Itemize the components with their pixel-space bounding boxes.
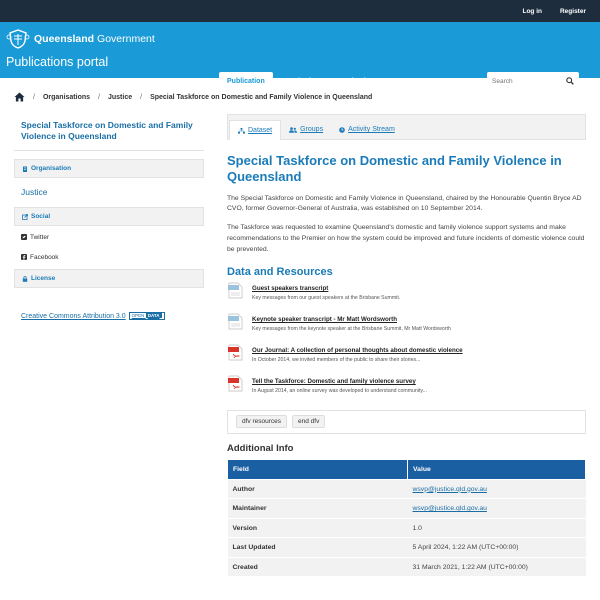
resource-link[interactable]: Guest speakers transcript (252, 284, 329, 292)
resource-text (252, 347, 463, 371)
row-field: Author (228, 479, 408, 499)
social-heading (14, 207, 204, 226)
row-value: 1.0 (408, 518, 586, 538)
tab-groups[interactable] (281, 120, 331, 139)
share-icon (22, 214, 28, 220)
breadcrumb (14, 92, 372, 102)
facebook-label: Facebook (30, 253, 59, 261)
resource-list (227, 285, 586, 402)
nav-organisations[interactable]: Organisations (330, 78, 379, 85)
resource-item (227, 347, 586, 371)
breadcrumb-separator: / (98, 93, 100, 101)
tab-groups-label: Groups (300, 126, 324, 133)
nav-publication[interactable]: Publication (219, 72, 273, 91)
breadcrumb-justice[interactable]: Justice (107, 93, 133, 101)
organisation-heading (14, 159, 204, 178)
register-link[interactable]: Register (559, 7, 586, 15)
site-header (0, 22, 600, 85)
main-nav-items (219, 72, 473, 91)
resource-text (252, 378, 427, 402)
resource-link[interactable]: Our Journal: A collection of personal thoughts about domestic violence (252, 346, 463, 354)
maintainer-email-link[interactable]: wsvp@justice.qld.gov.au (408, 499, 586, 519)
twitter-label: Twitter (30, 233, 50, 241)
search-box (487, 72, 579, 90)
organisation-name[interactable]: Justice (21, 187, 48, 198)
license-heading-label: License (31, 275, 56, 283)
twitter-link[interactable] (14, 226, 204, 246)
account-bar (0, 0, 600, 22)
pdf-file-icon (227, 344, 244, 361)
table-row (228, 479, 586, 499)
resource-description: In August 2014, an online survey was developed to understand community... (252, 387, 427, 394)
search-icon[interactable] (566, 77, 574, 85)
header-value: Value (408, 459, 586, 479)
tag-dfv-resources[interactable]: dfv resources (236, 415, 287, 428)
license-heading (14, 269, 204, 288)
row-field: Last Updated (228, 538, 408, 558)
organisation-heading-label: Organisation (31, 165, 72, 173)
tab-activity-label: Activity Stream (348, 126, 395, 133)
tab-dataset-label: Dataset (248, 127, 273, 134)
data-file-icon (227, 313, 244, 330)
row-field: Created (228, 557, 408, 577)
row-field: Maintainer (228, 499, 408, 519)
tag-end-dfv[interactable]: end dfv (292, 415, 325, 428)
clock-icon (339, 127, 345, 133)
building-icon (22, 166, 28, 172)
license-text: Creative Commons Attribution 3.0 (21, 312, 126, 320)
author-email-link[interactable]: wsvp@justice.qld.gov.au (408, 479, 586, 499)
lock-icon (22, 276, 28, 282)
row-value: 31 March 2021, 1:22 AM (UTC+00:00) (408, 557, 586, 577)
open-data-badge: OPEN DATA (129, 312, 165, 320)
breadcrumb-current[interactable]: Special Taskforce on Domestic and Family Violence in Queensland (150, 93, 373, 101)
row-value: 5 April 2024, 1:22 AM (UTC+00:00) (408, 538, 586, 558)
resource-text (252, 285, 400, 309)
brand-text: Queensland Government (34, 33, 155, 45)
description-paragraph-1: The Special Taskforce on Domestic and Family Violence in Queensland, chaired by the Honourable Quentin Bryce AD CVO, former Governor-General of Australia, was established on 10 September 2014. (227, 194, 582, 213)
home-icon[interactable] (14, 92, 25, 102)
resource-text (252, 316, 451, 340)
header-field: Field (228, 459, 408, 479)
data-file-icon (227, 282, 244, 299)
tab-dataset[interactable] (229, 120, 281, 140)
resource-item (227, 316, 586, 340)
table-row (228, 499, 586, 519)
sitemap-icon (238, 128, 245, 134)
sidebar (14, 114, 204, 332)
row-field: Version (228, 518, 408, 538)
license-link[interactable] (14, 300, 204, 332)
additional-info-table (227, 459, 586, 578)
qld-government-logo[interactable] (6, 28, 155, 50)
table-row (228, 557, 586, 577)
resource-item (227, 285, 586, 309)
facebook-icon (21, 254, 27, 260)
resource-item (227, 378, 586, 402)
resource-description: Key messages from the keynote speaker at the Brisbane Summit, Mr Matt Wordsworth (252, 325, 451, 332)
table-row (228, 518, 586, 538)
breadcrumb-organisations[interactable]: Organisations (42, 93, 91, 101)
nav-gazettes[interactable]: Gazettes (394, 78, 424, 85)
content-tabs (227, 114, 586, 140)
portal-title[interactable]: Publications portal (6, 55, 109, 69)
description-paragraph-2: The Taskforce was requested to examine Queensland's domestic and family violence support systems and make recommendations to the Premier on how the system could be improved and future incidents of domestic violence could be prevented. (227, 224, 585, 253)
login-link[interactable]: Log in (522, 7, 542, 15)
resource-link[interactable]: Tell the Taskforce: Domestic and family violence survey (252, 377, 416, 385)
breadcrumb-separator: / (33, 93, 35, 101)
breadcrumb-separator: / (140, 93, 143, 101)
social-heading-label: Social (31, 213, 51, 221)
table-header-row (228, 459, 586, 479)
search-input[interactable] (492, 78, 562, 85)
sidebar-dataset-title[interactable]: Special Taskforce on Domestic and Family Violence in Queensland (14, 114, 204, 151)
tab-activity-stream[interactable] (331, 120, 403, 139)
pdf-file-icon (227, 375, 244, 392)
users-icon (289, 127, 297, 133)
nav-contact[interactable]: Contact (439, 78, 466, 85)
coat-of-arms-icon (6, 28, 30, 50)
tag-list (227, 410, 586, 434)
page-title: Special Taskforce on Domestic and Family Violence in Queensland (227, 153, 562, 185)
main-content (227, 114, 586, 577)
nav-standards[interactable]: Standards (280, 78, 315, 85)
twitter-icon (21, 234, 27, 240)
resource-description: In October 2014, we invited members of the public to share their stories... (252, 356, 421, 363)
facebook-link[interactable] (14, 246, 204, 266)
resource-link[interactable]: Keynote speaker transcript - Mr Matt Wordsworth (252, 315, 397, 323)
resource-description: Key messages from our guest speakers at the Brisbane Summit. (252, 294, 401, 301)
resources-heading: Data and Resources (227, 265, 333, 278)
table-row (228, 538, 586, 558)
additional-info-heading: Additional Info (227, 442, 294, 454)
